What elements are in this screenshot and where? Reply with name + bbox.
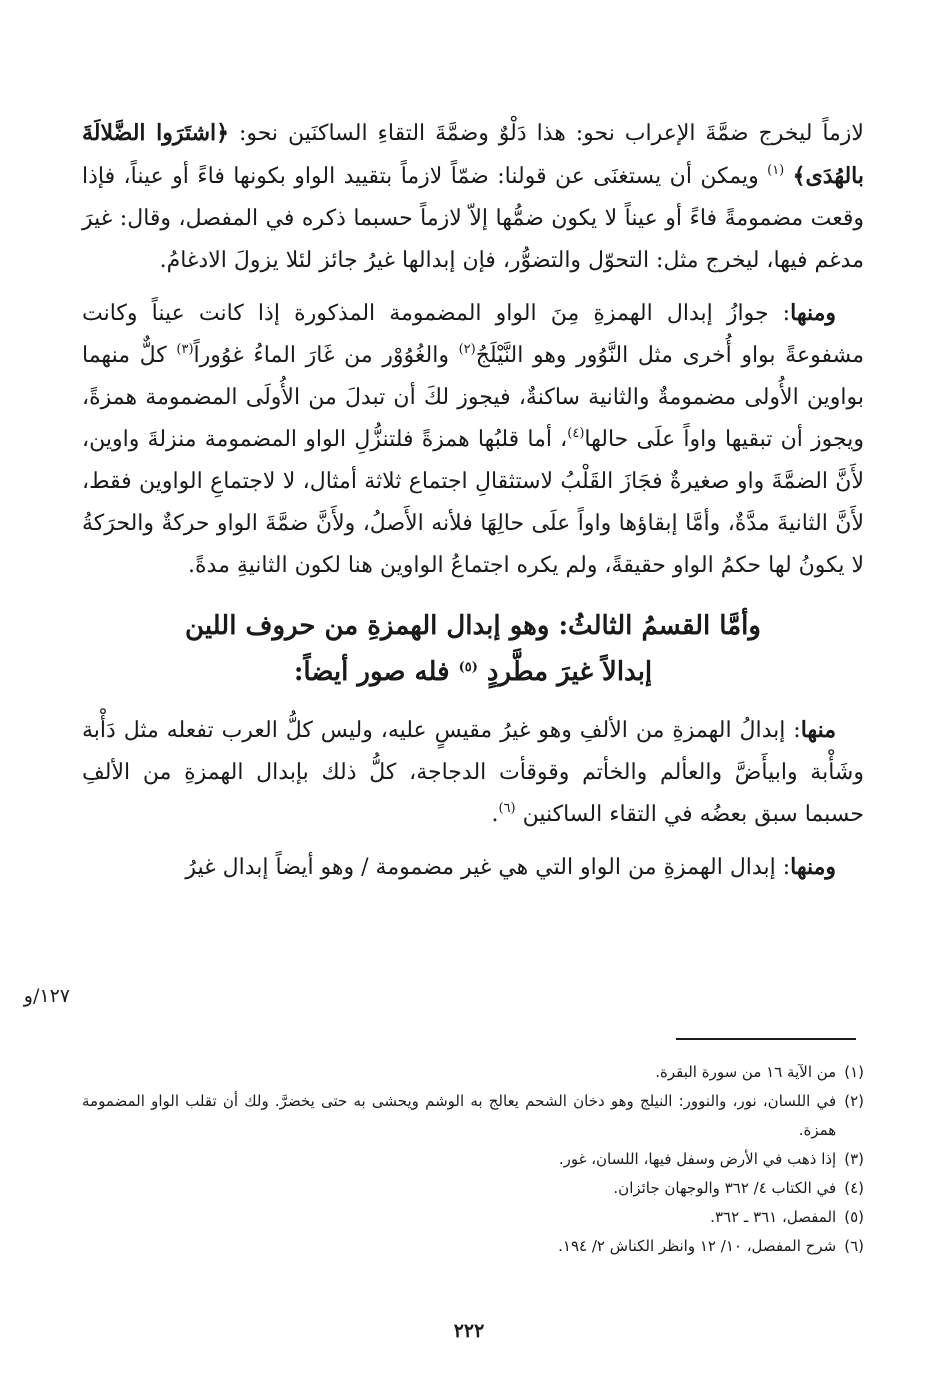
footnote-ref-5[interactable]: (٥)	[458, 660, 478, 675]
paragraph-2	[82, 292, 864, 587]
section-heading-line-1: وأمَّا القسمُ الثالثُ: وهو إبدال الهمزةِ من حروف اللين	[185, 611, 761, 641]
footnote-text: إذا ذهب في الأرض وسفل فيها، اللسان، غور.	[558, 1150, 837, 1168]
footnote-number: (١)	[844, 1063, 864, 1081]
footnotes	[82, 1058, 864, 1261]
paragraph-4	[82, 846, 864, 889]
footnote-number: (٤)	[844, 1179, 864, 1197]
footnote-text: شرح المفصل، ١٠/ ١٢ وانظر الكناش ٢/ ١٩٤.	[558, 1237, 837, 1255]
paragraph-2-text-c: كلٌّ منهما بواوين الأُولى مضمومةٌ والثانية ساكنةٌ، فيجوز لكَ أن تبدلَ من الأُولَى المضمومة همزةً، ويجوز أن تبقيها واواً علَى حالها	[82, 343, 864, 452]
paragraph-2-text-a: : جوازُ إبدال الهمزةِ مِنَ الواو المضمومة المذكورة إذا كانت عيناً وكانت مشفوعةً بواو أُخرى مثل النَّوُور وهو النَّيْلَجُ	[82, 301, 865, 368]
footnote-text: المفصل، ٣٦١ ـ ٣٦٢.	[710, 1208, 837, 1226]
footnote-number: (٢)	[844, 1092, 864, 1110]
footnote-ref-1[interactable]: (١)	[767, 163, 785, 178]
footnote-number: (٣)	[844, 1150, 864, 1168]
footnote-text: في اللسان، نور، والنوور: النيلج وهو دخان الشحم يعالج به الوشم ويحشى به حتى يخضرَّ. ولك أن تقلب الواو المضمومة همزة.	[82, 1092, 837, 1139]
paragraph-1	[82, 112, 864, 282]
footnote-2	[82, 1087, 864, 1145]
footnote-1	[82, 1058, 864, 1087]
paragraph-3-end: .	[491, 802, 499, 827]
footnote-ref-6[interactable]: (٦)	[498, 801, 516, 816]
paragraph-2-text-b: والغُوُوْر من غَارَ الماءُ غوُوراً	[193, 343, 459, 368]
footnote-number: (٦)	[844, 1237, 864, 1255]
footnote-5	[82, 1203, 864, 1232]
paragraph-1-text-b: ويمكن أن يستغنَى عن قولنا: ضمّاً لازماً بتقييد الواو بكونها فاءً أو عيناً، فإذا وقعت مضمومةً فاءً أو عيناً لا يكون ضمُّها إلاّ لازماً حسبما ذكره في المفصل، وقال: غيرَ مدغم فيها، ليخرج مثل: التحوّل والتضوُّر، فإن إبدالها غيرُ جائز لئلا يزولَ الادغامُ.	[82, 164, 864, 273]
paragraph-2-text-d: ، أما قلبُها همزةً فلتنزُّلِ الواو المضمومة منزلةَ واوين، لأَنَّ الضمَّةَ واو صغيرةٌ فجَازَ القَلْبُ لاستثقالِ اجتماع ثلاثة أمثال، لا لاجتماعِ الواوين فقط، لأَنَّ الثانيةَ مدَّةٌ، وأمَّا إبقاؤها واواً علَى حالِهَا فلأنه الأَصلُ، ولأَنَّ ضمَّةَ الواو حركةٌ والحرَكةُ لا يكونُ لها حكمُ الواو حقيقةً، ولم يكره اجتماعُ الواوين هنا لكون الثانيةِ مدةً.	[82, 427, 864, 578]
footnote-ref-3[interactable]: (٣)	[176, 342, 194, 357]
section-heading-line-2	[82, 649, 864, 695]
footnote-divider	[676, 1038, 856, 1040]
footnote-text: من الآية ١٦ من سورة البقرة.	[655, 1063, 837, 1081]
footnote-number: (٥)	[844, 1208, 864, 1226]
footnote-ref-2[interactable]: (٢)	[458, 342, 476, 357]
page-number: ٢٢٢	[453, 1320, 485, 1342]
footnote-3	[82, 1145, 864, 1174]
footnote-text: في الكتاب ٤/ ٣٦٢ والوجهان جائزان.	[613, 1179, 837, 1197]
footnote-6	[82, 1232, 864, 1261]
paragraph-4-text: : إبدال الهمزةِ من الواو التي هي غير مضمومة / وهو أيضاً إبدال غيرُ	[185, 855, 791, 880]
paragraph-3-text: : إبدالُ الهمزةِ من الألفِ وهو غيرُ مقيسٍ عليه، وليس كلُّ العرب تفعله مثل دَأْبة وشَأْبة وابيأَضَّ والعألم والخأتم وقوقأت الدجاجة، كلُّ ذلك بإبدال الهمزةِ من الألفِ حسبما سبق بعضُه في التقاء الساكنين	[82, 718, 864, 827]
footnote-4	[82, 1174, 864, 1203]
paragraph-2-keyword: ومنها	[790, 300, 836, 326]
main-text	[82, 112, 864, 889]
paragraph-3-keyword: منها	[800, 717, 836, 743]
paragraph-4-keyword: ومنها	[790, 854, 836, 880]
quran-quote: ﴿اشتَرَوا الضَّلالَةَ بالهُدَى﴾	[82, 120, 864, 189]
manuscript-folio-note: ١٢٧/و	[23, 985, 70, 1007]
section-heading-line-2b: فله صور أيضاً:	[293, 657, 459, 687]
section-heading	[82, 603, 864, 695]
section-heading-line-2a: إبدالاً غيرَ مطَّردٍ	[486, 657, 653, 687]
paragraph-1-text-a: لازماً ليخرج ضمَّةَ الإعراب نحو: هذا دَلْوٌ وضمَّةَ التقاءِ الساكنَين نحو:	[229, 121, 864, 146]
footnote-ref-4[interactable]: (٤)	[567, 426, 585, 441]
paragraph-3	[82, 709, 864, 836]
